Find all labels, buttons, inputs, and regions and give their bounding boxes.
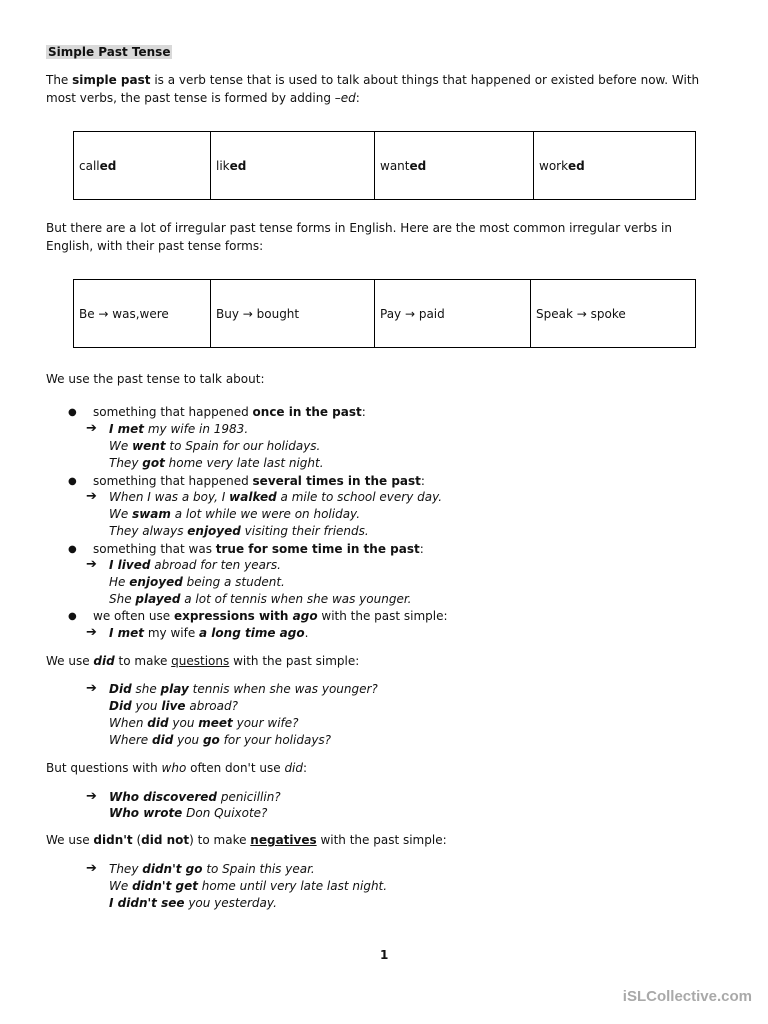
verb-stem: work: [539, 158, 569, 173]
text: you: [168, 716, 199, 730]
arrow-icon: ➔: [86, 489, 97, 504]
example-line: [109, 626, 308, 640]
questions-intro: [46, 654, 359, 668]
verb: live: [161, 699, 186, 713]
verb: did: [147, 716, 169, 730]
emphasis: who: [161, 761, 187, 775]
text: is a verb tense that is used to talk about things that happened or existed before now. With most verbs, the past tense is formed by adding: [46, 73, 700, 105]
text: my wife: [144, 626, 200, 640]
irregular-verb-cell: Buy → bought: [211, 280, 375, 348]
arrow-icon: ➔: [86, 421, 97, 436]
text: something that happened: [93, 474, 253, 488]
text: your wife?: [232, 716, 299, 730]
irregular-verb-cell: Pay → paid: [375, 280, 531, 348]
underlined-term: negatives: [250, 833, 317, 847]
arrow-icon: ➔: [86, 681, 97, 696]
example-line: [109, 790, 281, 804]
verb: Who wrote: [109, 806, 183, 820]
text: They always: [109, 524, 188, 538]
text: :: [355, 91, 360, 105]
page-title: Simple Past Tense: [48, 45, 171, 59]
verb: did: [151, 733, 174, 747]
emphasis: ago: [292, 609, 318, 623]
underlined-term: questions: [171, 654, 230, 668]
irregular-intro: But there are a lot of irregular past tense forms in English. Here are the most common irregular verbs in English, with their past tense forms:: [46, 221, 672, 253]
text: When I was a boy, I: [109, 490, 230, 504]
verb: Did: [109, 699, 132, 713]
example-line: [109, 896, 277, 910]
text: When: [109, 716, 148, 730]
verb: walked: [229, 490, 277, 504]
uses-intro: We use the past tense to talk about:: [46, 372, 265, 386]
text: to Spain for our holidays.: [165, 439, 321, 453]
text: abroad for ten years.: [150, 558, 281, 572]
verb: play: [160, 682, 189, 696]
bullet-icon: ●: [68, 407, 77, 418]
verb-suffix: ed: [99, 158, 117, 173]
example-line: [109, 733, 331, 747]
list-item: [93, 542, 424, 556]
regular-verb-cell: [375, 132, 534, 200]
verb-stem: call: [79, 158, 100, 173]
text: being a student.: [182, 575, 285, 589]
verb: got: [142, 456, 165, 470]
text: with the past simple:: [317, 609, 448, 623]
who-questions-intro: [46, 761, 307, 775]
text: you: [131, 699, 162, 713]
emphasis: didn't: [93, 833, 133, 847]
text: to make: [114, 654, 172, 668]
text: We: [109, 507, 133, 521]
text: home until very late last night.: [197, 879, 388, 893]
text: abroad?: [185, 699, 238, 713]
emphasis: a long time ago: [199, 626, 305, 640]
text: :: [303, 761, 308, 775]
example-line: [109, 592, 411, 606]
text: tennis when she was younger?: [188, 682, 378, 696]
text: She: [109, 592, 136, 606]
regular-verb-cell: [211, 132, 375, 200]
text: But questions with: [46, 761, 162, 775]
emphasis: did: [284, 761, 304, 775]
text: home very late last night.: [164, 456, 324, 470]
text: We: [109, 439, 133, 453]
irregular-verb-cell: Be → was,were: [74, 280, 211, 348]
irregular-verbs-table: [73, 279, 696, 348]
text: you yesterday.: [184, 896, 277, 910]
text: We: [109, 879, 133, 893]
suffix-ed: –ed: [334, 91, 356, 105]
verb: Who discovered: [109, 790, 218, 804]
verb: I met: [109, 422, 145, 436]
text: with the past simple:: [316, 833, 447, 847]
term-simple-past: simple past: [72, 73, 151, 87]
bullet-icon: ●: [68, 611, 77, 622]
example-line: [109, 716, 299, 730]
negatives-intro: [46, 833, 447, 847]
verb: enjoyed: [129, 575, 183, 589]
verb: played: [135, 592, 181, 606]
verb: swam: [132, 507, 171, 521]
verb: I: [109, 896, 118, 910]
example-line: [109, 422, 248, 436]
verb: I met: [109, 626, 145, 640]
regular-verbs-table: [73, 131, 696, 200]
page-number: 1: [380, 948, 389, 962]
example-line: [109, 507, 360, 521]
verb-suffix: ed: [409, 158, 427, 173]
text: ) to make: [189, 833, 251, 847]
text: you: [173, 733, 203, 747]
verb-suffix: ed: [568, 158, 585, 173]
example-line: [109, 699, 238, 713]
verb-stem: lik: [216, 158, 230, 173]
emphasis: expressions with: [173, 609, 293, 623]
verb: went: [132, 439, 166, 453]
example-line: [109, 806, 267, 820]
text: something that was: [93, 542, 216, 556]
watermark: iSLCollective.com: [622, 988, 752, 1005]
emphasis: did: [93, 654, 115, 668]
text: Where: [109, 733, 152, 747]
text: :: [361, 405, 366, 419]
example-line: [109, 524, 369, 538]
arrow-icon: ➔: [86, 861, 97, 876]
example-line: [109, 490, 442, 504]
emphasis: several times in the past: [252, 474, 421, 488]
emphasis: did not: [141, 833, 190, 847]
bullet-icon: ●: [68, 476, 77, 487]
text: He: [109, 575, 130, 589]
example-line: [109, 575, 285, 589]
irregular-verb-cell: Speak → spoke: [531, 280, 696, 348]
text: my wife in 1983.: [144, 422, 249, 436]
verb: I lived: [109, 558, 151, 572]
text: We use: [46, 654, 94, 668]
verb: enjoyed: [187, 524, 241, 538]
verb: didn't go: [142, 862, 203, 876]
text: :: [420, 474, 425, 488]
list-item: [93, 405, 366, 419]
verb: Did: [109, 682, 132, 696]
example-line: [109, 862, 315, 876]
text: something that happened: [93, 405, 253, 419]
text: with the past simple:: [229, 654, 360, 668]
emphasis: once in the past: [252, 405, 362, 419]
verb: go: [202, 733, 220, 747]
regular-verb-cell: [534, 132, 696, 200]
verb: didn't see: [117, 896, 185, 910]
arrow-icon: ➔: [86, 625, 97, 640]
list-item: [93, 609, 448, 623]
regular-verb-cell: [74, 132, 211, 200]
text: penicillin?: [217, 790, 281, 804]
example-line: [109, 456, 324, 470]
text: They: [109, 456, 143, 470]
text: she: [131, 682, 161, 696]
text: (: [132, 833, 142, 847]
example-line: [109, 439, 320, 453]
bullet-icon: ●: [68, 544, 77, 555]
emphasis: true for some time in the past: [215, 542, 420, 556]
verb-suffix: ed: [229, 158, 247, 173]
text: We use: [46, 833, 94, 847]
text: often don't use: [186, 761, 285, 775]
text: to Spain this year.: [202, 862, 315, 876]
arrow-icon: ➔: [86, 557, 97, 572]
text: we often use: [93, 609, 174, 623]
verb: meet: [198, 716, 233, 730]
text: They: [109, 862, 143, 876]
verb-stem: want: [380, 158, 410, 173]
example-line: [109, 558, 281, 572]
text: visiting their friends.: [240, 524, 369, 538]
verb: didn't get: [132, 879, 198, 893]
intro-paragraph: [46, 71, 706, 107]
text: The: [46, 73, 73, 87]
text: a lot of tennis when she was younger.: [180, 592, 412, 606]
list-item: [93, 474, 425, 488]
text: .: [304, 626, 309, 640]
example-line: [109, 682, 378, 696]
text: for your holidays?: [219, 733, 332, 747]
text: :: [419, 542, 424, 556]
text: a mile to school every day.: [276, 490, 443, 504]
text: a lot while we were on holiday.: [170, 507, 361, 521]
arrow-icon: ➔: [86, 789, 97, 804]
example-line: [109, 879, 387, 893]
text: Don Quixote?: [182, 806, 268, 820]
